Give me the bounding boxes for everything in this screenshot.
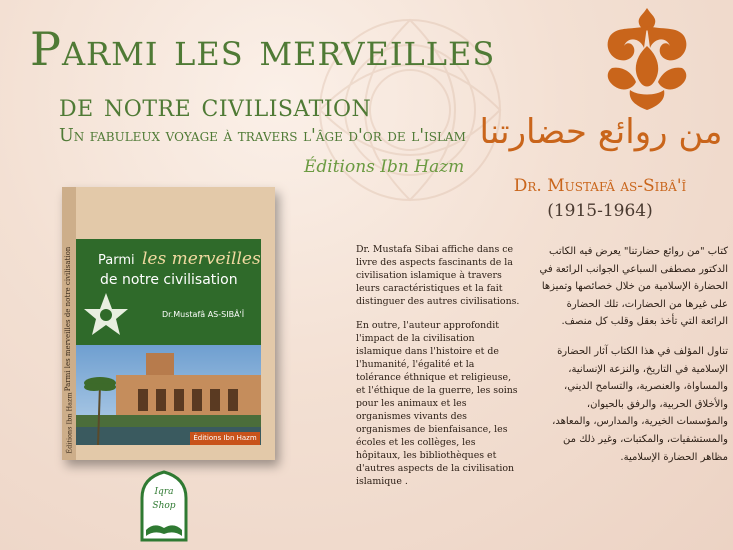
spine-publisher: Éditions Ibn Hazm bbox=[65, 392, 74, 454]
cover-publisher-band: Éditions Ibn Hazm bbox=[190, 432, 260, 445]
arabic-title: من روائع حضارتنا bbox=[479, 112, 723, 152]
description-french bbox=[356, 243, 521, 499]
damask-ornament-icon bbox=[592, 6, 702, 114]
geometric-pattern-icon bbox=[76, 287, 136, 345]
book-cover-image bbox=[62, 187, 275, 460]
logo-text-iqra: Iqra bbox=[154, 487, 174, 497]
author-name: Dr. Mustafâ as-Sibâ'î bbox=[513, 176, 687, 196]
alhambra-photo bbox=[76, 345, 261, 445]
description-french-paragraph-2: En outre, l'auteur approfondit l'impact de la civilisation islamique dans l'histoire et de l'humanité, l'égalité et la tolérance éthnique et religieuse, et l'éthique de la guerre, les soins pour les animaux et les organismes vivants des organismes de bienfaisance, les écoles et les collèges, les hôpitaux, les bibliothèques et d'autres aspects de la civilisation islamique . bbox=[356, 320, 518, 487]
description-arabic-paragraph-2: تناول المؤلف في هذا الكتاب آثار الحضارة الإسلامية في التاريخ، والنزعة الإنسانية، والمساواة، والعنصرية، والتسامح الديني، والأخلاق الحربية، والرفق بالحيوان، والمؤسسات الخيرية، والمدارس، والمعاهد، والمستشفيات، والمكتبات، وغير ذلك من مظاهر الحضارة الإسلامية. bbox=[552, 345, 728, 463]
page-title: Parmi les merveilles bbox=[30, 22, 496, 76]
publisher-name: Éditions Ibn Hazm bbox=[304, 157, 465, 177]
description-arabic bbox=[538, 243, 728, 478]
cover-author: Dr.Mustafâ AS-SIBÂ'Î bbox=[162, 310, 245, 319]
page-subtitle: de notre civilisation bbox=[59, 88, 372, 124]
cover-word-civilisation: de notre civilisation bbox=[100, 272, 238, 288]
spine-title: Parmi les merveilles de notre civilisation bbox=[64, 246, 72, 392]
description-arabic-paragraph-1: كتاب "من روائع حضارتنا" يعرض فيه الكاتب الدكتور مصطفى السباعي الجوانب الرائعة في الحضارة الإسلامية من خلال خصائصها وتميزها على غيرها من الحضارات، تلك الحضارة الرائعة التي تأخذ بعقل وقلب كل منصف. bbox=[539, 246, 728, 328]
logo-text-shop: Shop bbox=[152, 501, 176, 511]
book-spine bbox=[62, 187, 76, 460]
description-french-paragraph-1: Dr. Mustafa Sibai affiche dans ce livre des aspects fascinants de la civilisation islamique à travers leurs caractéristiques et la fait distinguer des autres civilisations. bbox=[356, 244, 520, 307]
cover-word-merveilles: les merveilles bbox=[142, 249, 261, 269]
tagline: Un fabuleux voyage à travers l'âge d'or de l'islam bbox=[59, 126, 466, 146]
author-years: (1915-1964) bbox=[547, 201, 653, 221]
cover-word-parmi: Parmi bbox=[98, 253, 135, 268]
iqra-shop-logo[interactable] bbox=[134, 470, 194, 542]
